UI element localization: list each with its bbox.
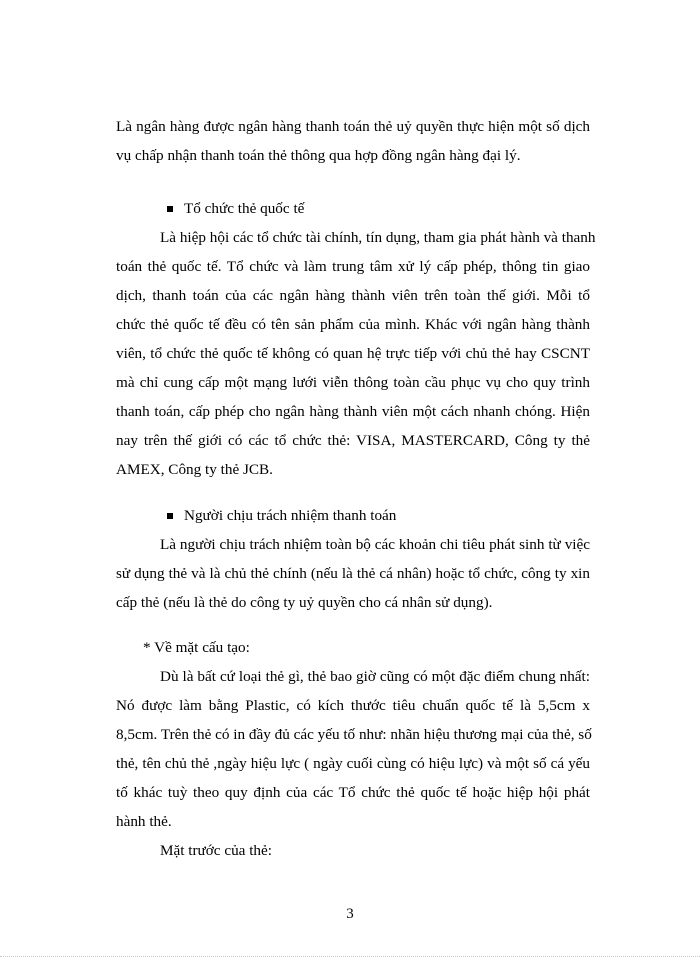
- paragraph-2-line-5: viên, tổ chức thẻ quốc tế không có quan hệ trực tiếp với chủ thẻ hay CSCNT: [116, 345, 590, 362]
- paragraph-2-line-9: AMEX, Công ty thẻ JCB.: [116, 461, 273, 478]
- paragraph-3-line-1: Là người chịu trách nhiệm toàn bộ các khoản chi tiêu phát sinh từ việc: [160, 536, 590, 553]
- paragraph-4-line-1: Dù là bất cứ loại thẻ gì, thẻ bao giờ cũng có một đặc điểm chung nhất:: [160, 668, 590, 685]
- paragraph-5: Mặt trước của thẻ:: [160, 842, 272, 859]
- paragraph-4-line-2: Nó được làm bằng Plastic, có kích thước tiêu chuẩn quốc tế là 5,5cm x: [116, 697, 590, 714]
- page-bottom-divider: [0, 956, 700, 957]
- paragraph-4-line-6: hành thẻ.: [116, 813, 172, 830]
- paragraph-2-line-3: dịch, thanh toán của các ngân hàng thành viên trên toàn thế giới. Mỗi tổ: [116, 287, 590, 304]
- heading-international-card-org: Tổ chức thẻ quốc tế: [184, 200, 305, 217]
- paragraph-3-line-3: cấp thẻ (nếu là thẻ do công ty uỷ quyền cho cá nhân sử dụng).: [116, 594, 493, 611]
- paragraph-1-line-2: vụ chấp nhận thanh toán thẻ thông qua hợp đồng ngân hàng đại lý.: [116, 147, 521, 164]
- paragraph-4-line-5: tố khác tuỳ theo quy định của các Tổ chức thẻ quốc tế hoặc hiệp hội phát: [116, 784, 590, 801]
- paragraph-3-line-2: sử dụng thẻ và là chủ thẻ chính (nếu là thẻ cá nhân) hoặc tổ chức, công ty xin: [116, 565, 590, 582]
- paragraph-4-line-3: 8,5cm. Trên thẻ có in đầy đủ các yếu tố như: nhãn hiệu thương mại của thẻ, số: [116, 726, 592, 743]
- page-number: 3: [346, 906, 354, 922]
- paragraph-2-line-8: nay trên thế giới có các tổ chức thẻ: VISA, MASTERCARD, Công ty thẻ: [116, 432, 590, 449]
- paragraph-2-line-7: thanh toán, cấp phép cho ngân hàng thành viên một cách nhanh chóng. Hiện: [116, 403, 590, 420]
- bullet-icon: [167, 206, 173, 212]
- heading-structure: * Về mặt cấu tạo:: [143, 639, 250, 656]
- paragraph-1-line-1: Là ngân hàng được ngân hàng thanh toán thẻ uỷ quyền thực hiện một số dịch: [116, 118, 590, 135]
- paragraph-2-line-6: mà chỉ cung cấp một mạng lưới viễn thông toàn cầu phục vụ cho quy trình: [116, 374, 590, 391]
- bullet-icon: [167, 513, 173, 519]
- paragraph-2-line-4: chức thẻ quốc tế đều có tên sản phẩm của mình. Khác với ngân hàng thành: [116, 316, 590, 333]
- paragraph-2-line-1: Là hiệp hội các tổ chức tài chính, tín dụng, tham gia phát hành và thanh: [160, 229, 596, 246]
- heading-payment-responsible: Người chịu trách nhiệm thanh toán: [184, 507, 397, 524]
- paragraph-4-line-4: thẻ, tên chủ thẻ ,ngày hiệu lực ( ngày cuối cùng có hiệu lực) và một số cá yếu: [116, 755, 590, 772]
- paragraph-2-line-2: toán thẻ quốc tế. Tổ chức và làm trung tâm xử lý cấp phép, thông tin giao: [116, 258, 590, 275]
